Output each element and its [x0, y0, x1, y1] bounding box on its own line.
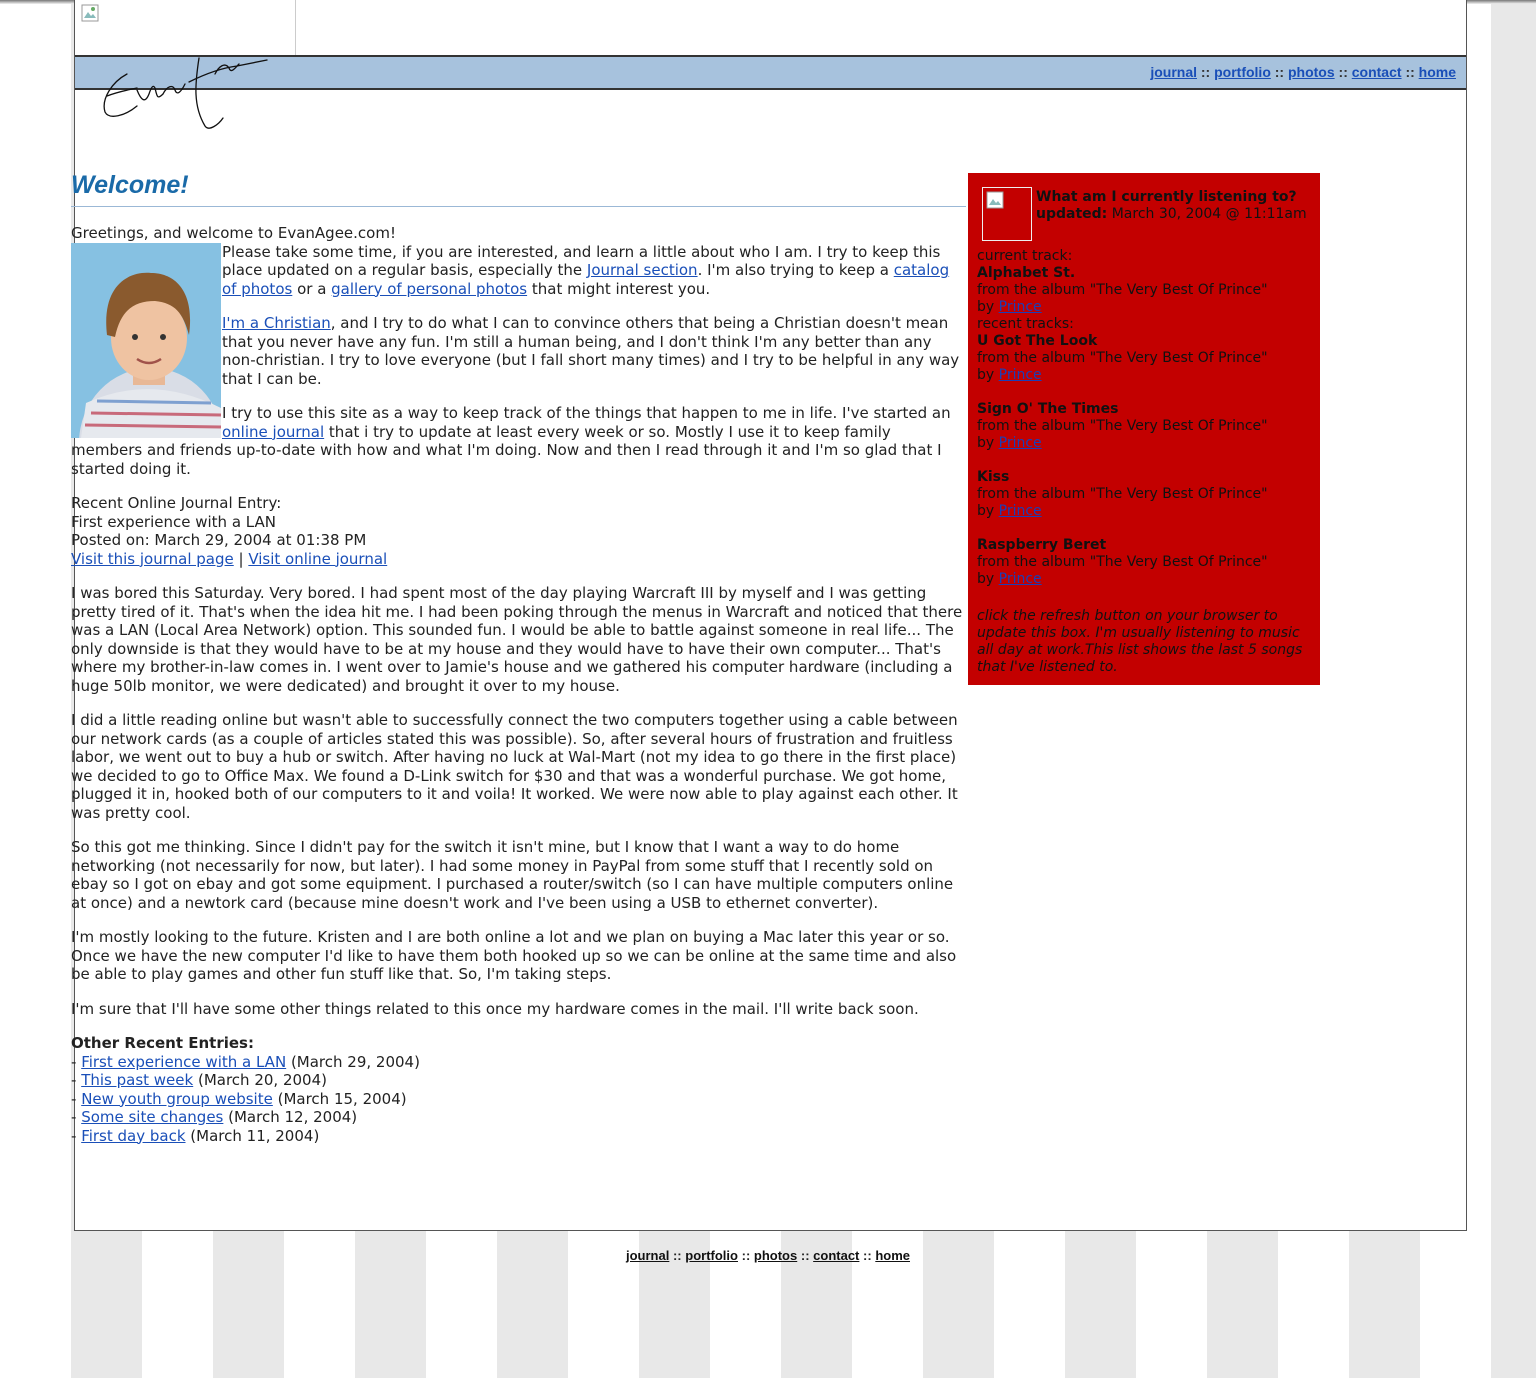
track-album: from the album "The Very Best Of Prince" [977, 418, 1268, 434]
track-artist: by Prince [977, 367, 1042, 383]
artist-link[interactable]: Prince [998, 435, 1042, 451]
track-artist: by Prince [977, 503, 1042, 519]
track-album: from the album "The Very Best Of Prince" [977, 282, 1268, 298]
track-artist: by Prince [977, 299, 1042, 315]
list-item: - Some site changes (March 12, 2004) [71, 1108, 358, 1126]
other-entry-link[interactable]: First experience with a LAN [81, 1052, 287, 1071]
nav-separator: :: [672, 1248, 682, 1263]
entry-paragraph: I was bored this Saturday. Very bored. I had spent most of the day playing Warcraft III by myself and I was getting pretty tired of it. That's when the idea hit me. I had been poking through the menus in Warcraft and noticed that there was a LAN (Local Area Network) option. This sounded fun. I would be able to battle against someone in real life... The only downside is that they would have to be at my house and they would have to have their own computer... That's where my brother-in-law comes in. I went over to Jamie's house and we gathered his computer hardware (including a huge 50lb monitor, we were dedicated) and brought it over to my house. [71, 584, 963, 695]
other-entry-link[interactable]: New youth group website [81, 1089, 273, 1108]
list-item: - New youth group website (March 15, 2004) [71, 1089, 407, 1108]
intro-paragraph: Please take some time, if you are interested, and learn a little about who I am. I try to keep this place updated on a regular basis, especially the Journal section. I'm also trying to keep a catalog of photos or a gallery of personal photos that might interest you. [222, 242, 950, 298]
journal-section-link[interactable]: Journal section [586, 261, 698, 279]
now-playing-header [1036, 189, 1316, 223]
catalog-of-photos-link[interactable]: catalog of photos [222, 261, 950, 298]
now-playing-updated: updated: March 30, 2004 @ 11:11am [1036, 206, 1307, 222]
top-navbar [75, 55, 1466, 90]
christian-paragraph: I'm a Christian, and I try to do what I can to convince others that being a Christian doesn't mean that you never have any fun. I'm still a human being, and I don't think I'm any better than any non-christian. I try to love everyone (but I fall short many times) and I try to be helpful in any way that I can be. [222, 314, 960, 388]
artist-link[interactable]: Prince [998, 571, 1042, 587]
nav-separator: :: [863, 1248, 872, 1263]
album-art-broken-image-icon [982, 187, 1032, 241]
list-item: - This past week (March 20, 2004) [71, 1071, 327, 1089]
online-journal-link[interactable]: online journal [222, 422, 325, 441]
page-title: Welcome! [71, 170, 966, 207]
entry-paragraph: I'm mostly looking to the future. Kristen and I are both online a lot and we plan on buying a Mac later this year or so. Once we have the new computer I'd like to have them both hooked up so we can be online at the same time and also be able to play games and other fun stuff like that. So, I'm taking steps. [71, 928, 957, 983]
main-content [71, 170, 966, 1145]
entry-paragraph: So this got me thinking. Since I didn't pay for the switch it isn't mine, but I know that I want a way to do home networking (not necessarily for now, but later). I had some money in PayPal from some stuff that I recently sold on ebay so I got on ebay and got some equipment. I purchased a router/switch (so I can have multiple computers online at once) and a newtork card (because mine doesn't work and I've been using a USB to ethernet converter). [71, 838, 954, 912]
nav-portfolio-link[interactable]: portfolio [1214, 64, 1271, 80]
current-track-label: current track: [977, 248, 1073, 264]
profile-photo [71, 243, 221, 438]
track-album: from the album "The Very Best Of Prince" [977, 554, 1268, 570]
visit-online-journal-link[interactable]: Visit online journal [248, 549, 388, 568]
nav-separator: :: [1338, 64, 1348, 80]
track-title: Alphabet St. [977, 265, 1076, 281]
other-entry-link[interactable]: This past week [81, 1071, 194, 1089]
track-artist: by Prince [977, 571, 1042, 587]
track-album: from the album "The Very Best Of Prince" [977, 350, 1268, 366]
greeting-text: Greetings, and welcome to EvanAgee.com! [71, 224, 396, 242]
nav-contact-link[interactable]: contact [1351, 64, 1402, 80]
journal-intro-paragraph: I try to use this site as a way to keep track of the things that happen to me in life. I've started an online journal that i try to update at least every week or so. Mostly I use it to keep family members and friends up-to-date with how and what I'm doing. Now and then I read through it and I'm so glad that I started doing it. [71, 404, 951, 478]
list-item: - First day back (March 11, 2004) [71, 1126, 320, 1145]
footer-journal-link[interactable]: journal [626, 1248, 670, 1263]
nav-separator: :: [800, 1248, 810, 1263]
footer-portfolio-link[interactable]: portfolio [685, 1248, 738, 1263]
now-playing-box [968, 173, 1320, 685]
track-artist: by Prince [977, 435, 1042, 451]
signature-logo [97, 44, 277, 134]
nav-journal-link[interactable]: journal [1150, 64, 1197, 80]
broken-image-icon [81, 4, 99, 22]
recent-entry-title: First experience with a LAN [71, 512, 276, 531]
nav-separator: :: [741, 1248, 751, 1263]
footer-home-link[interactable]: home [875, 1248, 910, 1263]
visit-journal-page-link[interactable]: Visit this journal page [71, 549, 234, 568]
other-entry-link[interactable]: Some site changes [81, 1108, 224, 1126]
refresh-note: click the refresh button on your browser to update this box. I'm usually listening to music all day at work.This list shows the last 5 songs that I've listened to. [977, 608, 1303, 675]
footer-contact-link[interactable]: contact [813, 1248, 860, 1263]
nav-separator: :: [1200, 64, 1211, 80]
recent-tracks-label: recent tracks: [977, 316, 1074, 332]
track-album: from the album "The Very Best Of Prince" [977, 486, 1268, 502]
artist-link[interactable]: Prince [998, 367, 1042, 383]
recent-entry-links: Visit this journal page | Visit online journal [71, 549, 388, 568]
footer-nav [0, 1248, 1536, 1263]
recent-entry-posted: Posted on: March 29, 2004 at 01:38 PM [71, 531, 367, 549]
nav-separator: :: [1274, 64, 1285, 80]
track-title: U Got The Look [977, 333, 1098, 349]
nav-photos-link[interactable]: photos [1287, 64, 1335, 80]
artist-link[interactable]: Prince [998, 299, 1042, 315]
other-entry-link[interactable]: First day back [81, 1126, 186, 1145]
top-nav [1150, 64, 1456, 80]
track-title: Kiss [977, 469, 1010, 485]
entry-paragraph: I'm sure that I'll have some other things related to this once my hardware comes in the mail. I'll write back soon. [71, 999, 919, 1018]
entry-paragraph: I did a little reading online but wasn't able to successfully connect the two computers together using a cable between our network cards (as a couple of articles stated this was possible). So, after several hours of frustration and fruitless labor, we went out to buy a hub or switch. After having no luck at Wal-Mart (not my idea to go there in the first place) we decided to go to Office Max. We found a D-Link switch for $30 and that was a wonderful purchase. We got home, plugged it in, hooked both of our computers to it and voila! It worked. We were now able to play against each other. It was pretty cool. [71, 711, 958, 822]
recent-entry-label: Recent Online Journal Entry: [71, 494, 282, 512]
track-list [977, 248, 1317, 676]
christian-link[interactable]: I'm a Christian [222, 314, 331, 332]
broken-image-icon [986, 191, 1004, 209]
child-portrait-image [71, 243, 221, 438]
gallery-of-personal-photos-link[interactable]: gallery of personal photos [331, 279, 528, 298]
track-title: Sign O' The Times [977, 401, 1119, 417]
track-title: Raspberry Beret [977, 537, 1107, 553]
nav-home-link[interactable]: home [1418, 64, 1456, 80]
footer-photos-link[interactable]: photos [753, 1248, 798, 1263]
now-playing-heading: What am I currently listening to? [1036, 189, 1297, 205]
artist-link[interactable]: Prince [998, 503, 1042, 519]
list-item: - First experience with a LAN (March 29, 2004) [71, 1052, 420, 1071]
nav-separator: :: [1405, 64, 1415, 80]
other-entries-label: Other Recent Entries: [71, 1034, 254, 1052]
